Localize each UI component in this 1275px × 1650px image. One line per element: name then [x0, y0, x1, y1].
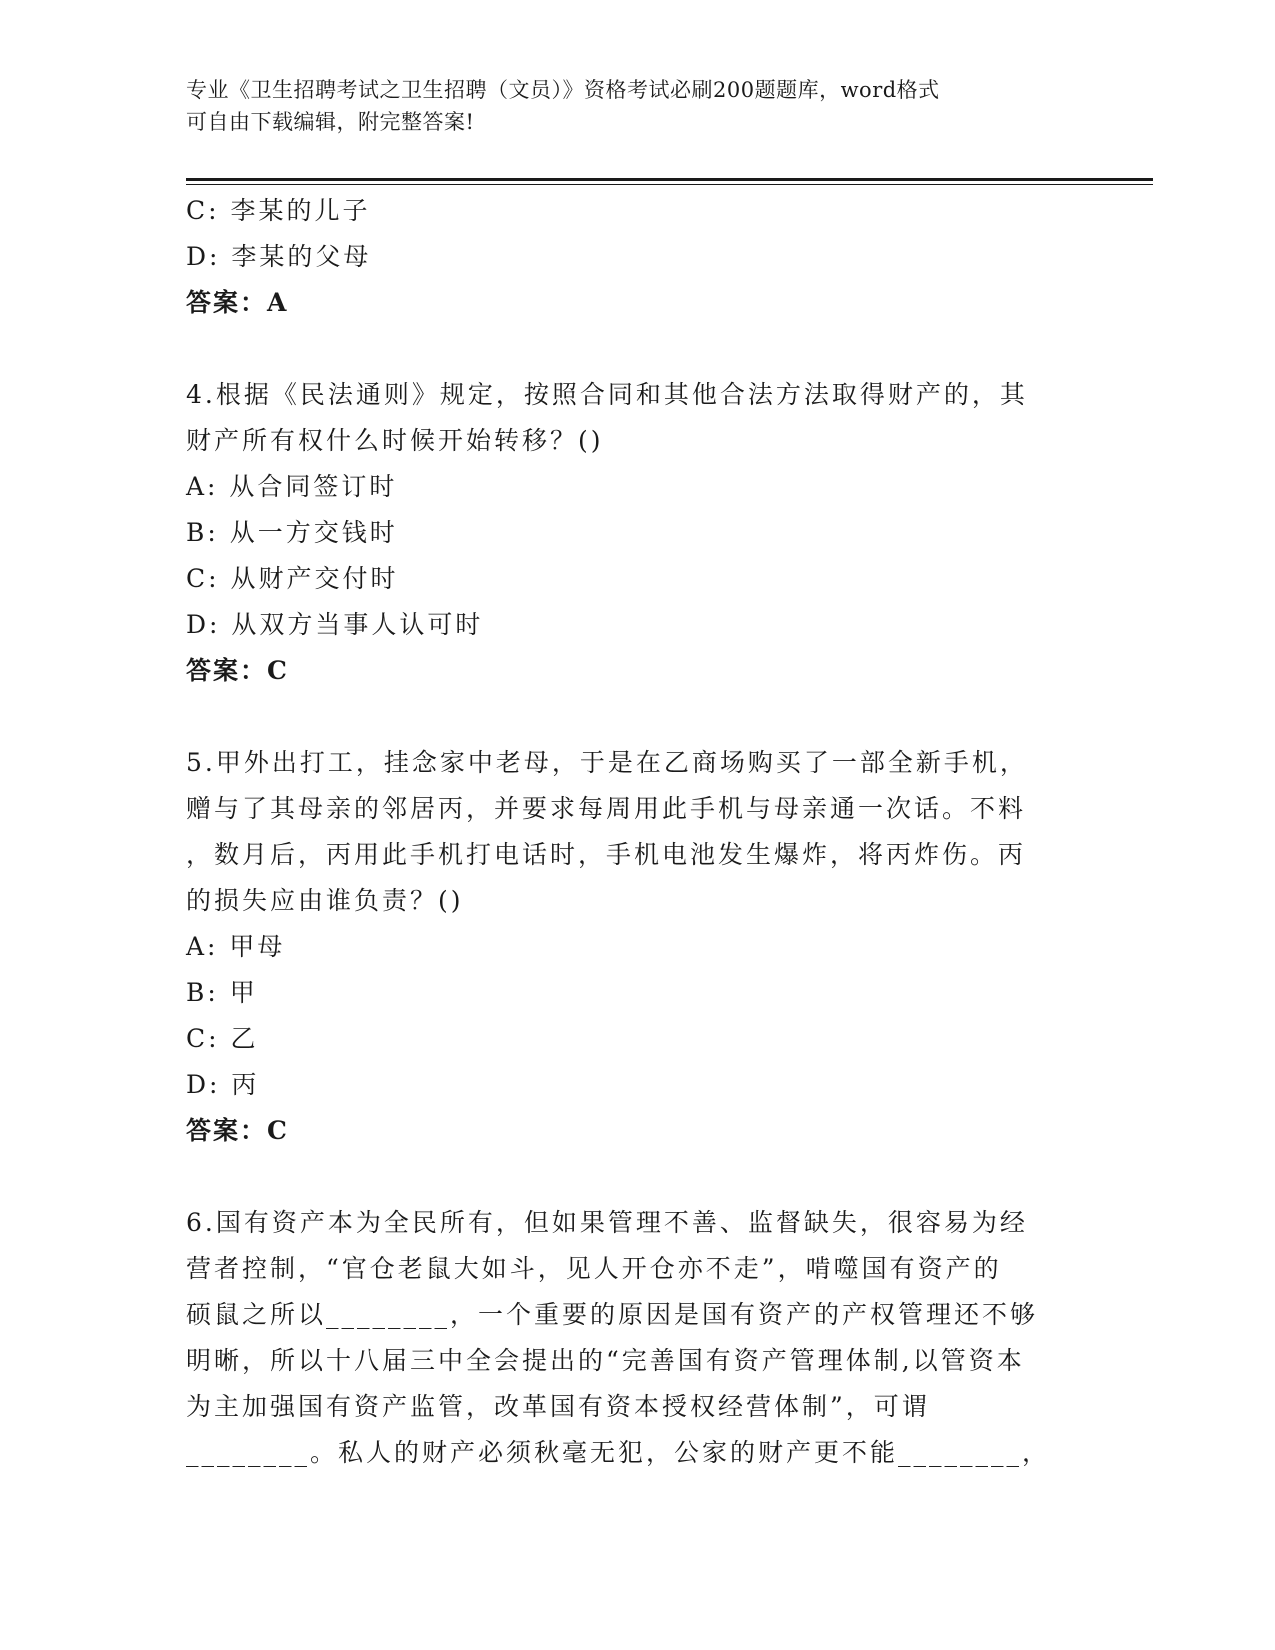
option-b: B: 从一方交钱时 — [186, 518, 398, 547]
header-rule-thick — [186, 178, 1153, 181]
option-d: D: 从双方当事人认可时 — [186, 610, 484, 639]
option-c: C: 从财产交付时 — [186, 564, 399, 593]
option-a: A: 甲母 — [186, 932, 286, 961]
answer-line: 答案：C — [186, 656, 289, 685]
question-stem: 的损失应由谁负责？() — [186, 886, 464, 915]
question-stem: ________。私人的财产必须秋毫无犯，公家的财产更不能________， — [186, 1438, 1051, 1467]
question-5 — [186, 740, 1086, 1154]
question-stem: 营者控制，“官仓老鼠大如斗，见人开仓亦不走”，啃噬国有资产的 — [186, 1254, 1002, 1283]
question-stem: 4.根据《民法通则》规定，按照合同和其他合法方法取得财产的，其 — [186, 380, 1028, 409]
spacer — [186, 1154, 1086, 1200]
question-3 — [186, 188, 1086, 326]
question-stem: 为主加强国有资产监管，改革国有资本授权经营体制”，可谓 — [186, 1392, 930, 1421]
option-a: A: 从合同签订时 — [186, 472, 398, 501]
question-stem: 硕鼠之所以________，一个重要的原因是国有资产的产权管理还不够 — [186, 1300, 1039, 1329]
document-body — [186, 188, 1086, 1476]
spacer — [186, 694, 1086, 740]
option-d: D: 丙 — [186, 1070, 260, 1099]
header-line-2: 可自由下载编辑，附完整答案! — [186, 110, 475, 134]
question-stem: ，数月后，丙用此手机打电话时，手机电池发生爆炸，将丙炸伤。丙 — [186, 840, 1027, 869]
question-stem: 5.甲外出打工，挂念家中老母，于是在乙商场购买了一部全新手机， — [186, 748, 1028, 777]
answer-line: 答案：C — [186, 1116, 289, 1145]
question-6 — [186, 1200, 1086, 1476]
question-stem: 明晰，所以十八届三中全会提出的“完善国有资产管理体制,以管资本 — [186, 1346, 1025, 1375]
header-rule-thin — [186, 184, 1153, 185]
option-c: C: 乙 — [186, 1024, 259, 1053]
question-stem: 6.国有资产本为全民所有，但如果管理不善、监督缺失，很容易为经 — [186, 1208, 1028, 1237]
question-4 — [186, 372, 1086, 694]
answer-line: 答案：A — [186, 288, 289, 317]
spacer — [186, 326, 1086, 372]
document-header — [186, 74, 1066, 138]
option-c: C: 李某的儿子 — [186, 196, 371, 225]
header-line-1: 专业《卫生招聘考试之卫生招聘（文员）》资格考试必刷200题题库，word格式 — [186, 78, 940, 102]
option-d: D: 李某的父母 — [186, 242, 372, 271]
question-stem: 财产所有权什么时候开始转移？() — [186, 426, 604, 455]
option-b: B: 甲 — [186, 978, 258, 1007]
question-stem: 赠与了其母亲的邻居丙，并要求每周用此手机与母亲通一次话。不料 — [186, 794, 1027, 823]
